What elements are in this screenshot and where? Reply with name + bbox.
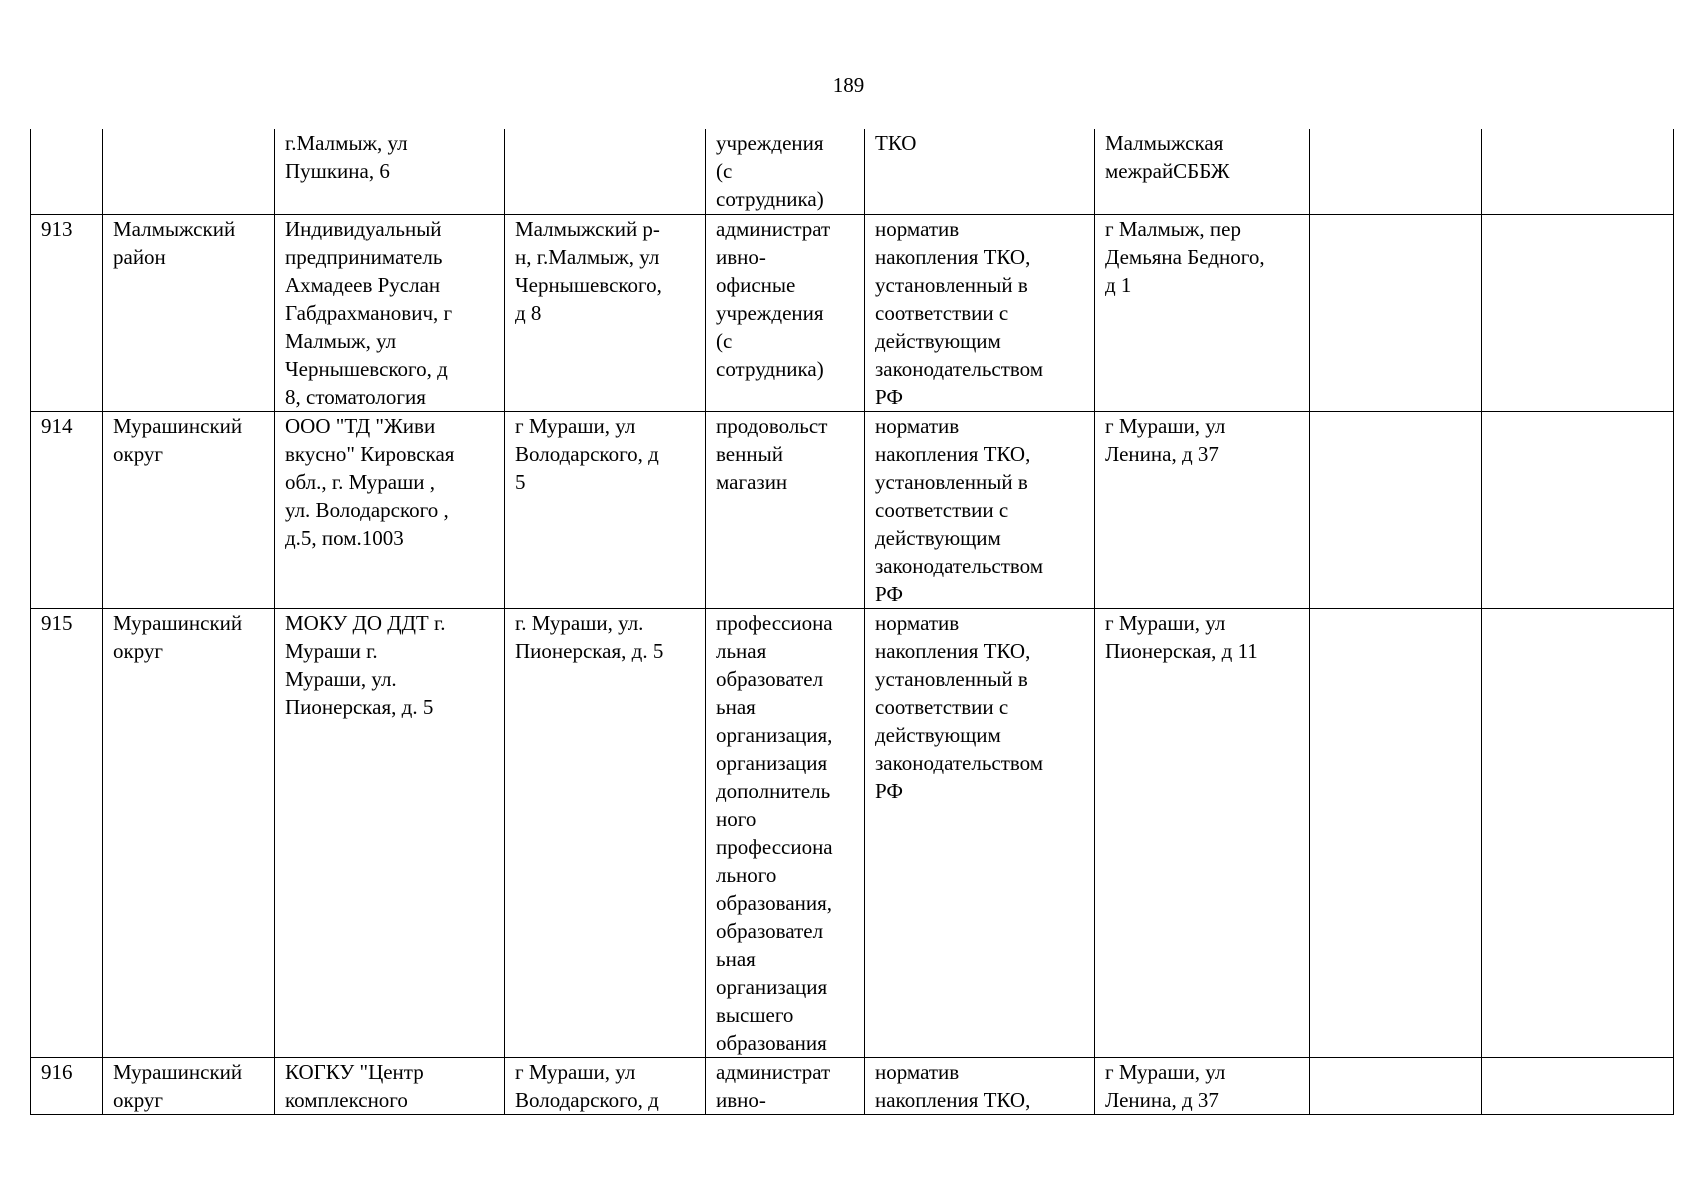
cell-number: 914 bbox=[31, 411, 103, 608]
cell-category: администрат ивно- офисные учреждения (с сотрудника) bbox=[706, 214, 865, 411]
cell-number: 915 bbox=[31, 608, 103, 1057]
cell-site: г Мураши, ул Ленина, д 37 bbox=[1095, 1057, 1310, 1114]
cell-organization: Индивидуальный предприниматель Ахмадеев Руслан Габдрахманович, г Малмыж, ул Чернышевского, д 8, стоматология bbox=[275, 214, 505, 411]
cell-organization: ООО "ТД "Живи вкусно" Кировская обл., г. Мураши , ул. Володарского , д.5, пом.1003 bbox=[275, 411, 505, 608]
cell-norm: норматив накопления ТКО, bbox=[865, 1057, 1095, 1114]
cell-address bbox=[505, 129, 706, 214]
cell-address: Малмыжский р- н, г.Малмыж, ул Чернышевского, д 8 bbox=[505, 214, 706, 411]
cell-category: администрат ивно- bbox=[706, 1057, 865, 1114]
cell-norm: норматив накопления ТКО, установленный в соответствии с действующим законодательством РФ bbox=[865, 214, 1095, 411]
cell-address: г Мураши, ул Володарского, д 5 bbox=[505, 411, 706, 608]
table-row bbox=[31, 608, 1674, 1057]
cell-empty bbox=[1310, 608, 1482, 1057]
cell-district: Мурашинский округ bbox=[103, 608, 275, 1057]
cell-norm: норматив накопления ТКО, установленный в соответствии с действующим законодательством РФ bbox=[865, 608, 1095, 1057]
cell-district: Мурашинский округ bbox=[103, 1057, 275, 1114]
cell-empty bbox=[1482, 214, 1674, 411]
cell-norm: ТКО bbox=[865, 129, 1095, 214]
cell-district bbox=[103, 129, 275, 214]
cell-category: продовольст венный магазин bbox=[706, 411, 865, 608]
cell-site: г Мураши, ул Ленина, д 37 bbox=[1095, 411, 1310, 608]
cell-number bbox=[31, 129, 103, 214]
cell-site: г Малмыж, пер Демьяна Бедного, д 1 bbox=[1095, 214, 1310, 411]
registry-table bbox=[30, 129, 1674, 1115]
cell-site: Малмыжская межрайСББЖ bbox=[1095, 129, 1310, 214]
cell-address: г. Мураши, ул. Пионерская, д. 5 bbox=[505, 608, 706, 1057]
cell-category: учреждения (с сотрудника) bbox=[706, 129, 865, 214]
cell-district: Малмыжский район bbox=[103, 214, 275, 411]
table-row bbox=[31, 214, 1674, 411]
cell-organization: КОГКУ "Центр комплексного bbox=[275, 1057, 505, 1114]
cell-address: г Мураши, ул Володарского, д bbox=[505, 1057, 706, 1114]
cell-organization: г.Малмыж, ул Пушкина, 6 bbox=[275, 129, 505, 214]
cell-empty bbox=[1310, 129, 1482, 214]
cell-empty bbox=[1482, 1057, 1674, 1114]
table-row bbox=[31, 1057, 1674, 1114]
cell-empty bbox=[1310, 214, 1482, 411]
cell-empty bbox=[1310, 411, 1482, 608]
cell-site: г Мураши, ул Пионерская, д 11 bbox=[1095, 608, 1310, 1057]
cell-category: профессиона льная образовател ьная организация, организация дополнитель ного профессиона льного образования, образовател ьная организация высшего образования bbox=[706, 608, 865, 1057]
cell-district: Мурашинский округ bbox=[103, 411, 275, 608]
table-row bbox=[31, 411, 1674, 608]
page-number: 189 bbox=[832, 73, 865, 97]
cell-number: 916 bbox=[31, 1057, 103, 1114]
cell-number: 913 bbox=[31, 214, 103, 411]
cell-empty bbox=[1482, 411, 1674, 608]
table-row bbox=[31, 129, 1674, 214]
cell-empty bbox=[1310, 1057, 1482, 1114]
cell-organization: МОКУ ДО ДДТ г. Мураши г. Мураши, ул. Пионерская, д. 5 bbox=[275, 608, 505, 1057]
cell-empty bbox=[1482, 608, 1674, 1057]
cell-empty bbox=[1482, 129, 1674, 214]
cell-norm: норматив накопления ТКО, установленный в соответствии с действующим законодательством РФ bbox=[865, 411, 1095, 608]
